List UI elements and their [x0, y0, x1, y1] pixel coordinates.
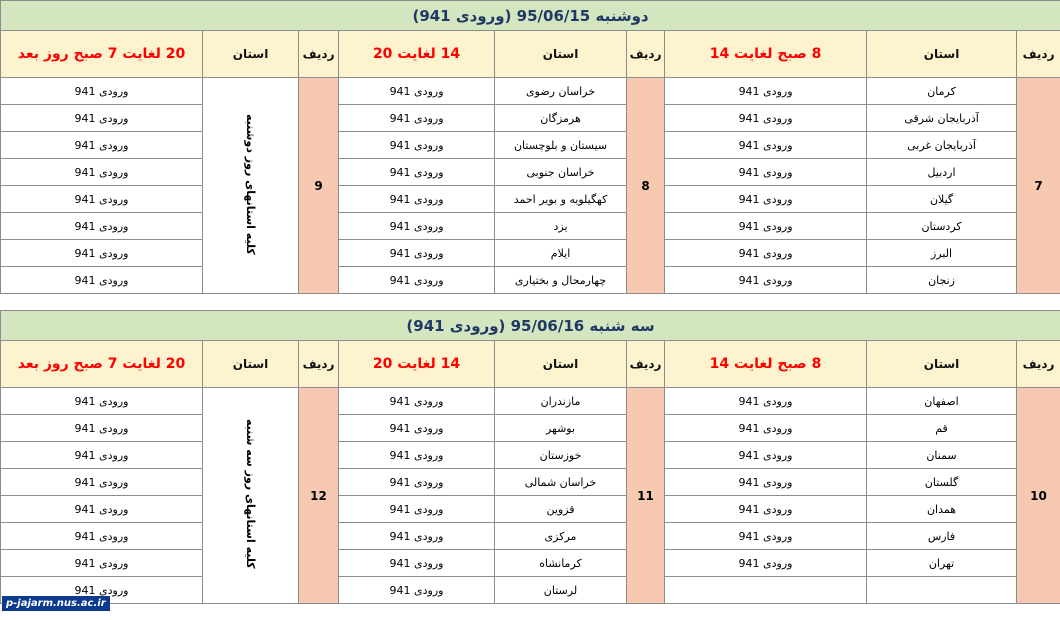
- header-radif: ردیف: [299, 341, 339, 388]
- province-cell: کرمانشاه: [495, 550, 627, 577]
- province-cell: خراسان جنوبی: [495, 159, 627, 186]
- all-provinces-cell: [203, 78, 299, 294]
- entry-cell: ورودی 941: [1, 240, 203, 267]
- entry-cell: ورودی 941: [1, 523, 203, 550]
- header-slot-night: 20 لغایت 7 صبح روز بعد: [1, 341, 203, 388]
- header-radif: ردیف: [1017, 341, 1060, 388]
- entry-cell: ورودی 941: [339, 78, 495, 105]
- entry-cell: ورودی 941: [339, 267, 495, 294]
- table-row: [1, 577, 1060, 604]
- table-row: [1, 105, 1060, 132]
- entry-cell: ورودی 941: [1, 496, 203, 523]
- entry-cell: ورودی 941: [1, 388, 203, 415]
- all-provinces-label: کلیه استانهای روز سه شنبه: [244, 419, 257, 569]
- entry-cell: ورودی 941: [339, 577, 495, 604]
- header-slot-afternoon: 14 لغایت 20: [339, 341, 495, 388]
- entry-cell: ورودی 941: [1, 550, 203, 577]
- header-province: استان: [203, 31, 299, 78]
- entry-cell: ورودی 941: [665, 415, 867, 442]
- table-row: [1, 267, 1060, 294]
- entry-cell: ورودی 941: [665, 186, 867, 213]
- entry-cell: ورودی 941: [1, 442, 203, 469]
- entry-cell: ورودی 941: [339, 186, 495, 213]
- province-cell: خراسان رضوی: [495, 78, 627, 105]
- entry-cell: ورودی 941: [339, 159, 495, 186]
- entry-cell: ورودی 941: [339, 388, 495, 415]
- day-title: [1, 311, 1060, 341]
- entry-cell: ورودی 941: [665, 105, 867, 132]
- province-cell: سمنان: [867, 442, 1017, 469]
- province-cell: قم: [867, 415, 1017, 442]
- radif-number: 8: [627, 78, 665, 294]
- header-slot-morning: 8 صبح لغایت 14: [665, 31, 867, 78]
- header-radif: ردیف: [299, 31, 339, 78]
- province-cell: چهارمحال و بختیاری: [495, 267, 627, 294]
- province-cell: بوشهر: [495, 415, 627, 442]
- entry-cell: ورودی 941: [339, 442, 495, 469]
- entry-cell: ورودی 941: [665, 550, 867, 577]
- entry-cell: ورودی 941: [339, 523, 495, 550]
- entry-cell: ورودی 941: [339, 105, 495, 132]
- table-row: [1, 213, 1060, 240]
- province-cell: همدان: [867, 496, 1017, 523]
- entry-cell: ورودی 941: [665, 240, 867, 267]
- radif-number: 7: [1017, 78, 1060, 294]
- entry-cell: ورودی 941: [339, 240, 495, 267]
- province-cell: خوزستان: [495, 442, 627, 469]
- province-cell: اصفهان: [867, 388, 1017, 415]
- header-radif: ردیف: [627, 341, 665, 388]
- entry-cell: ورودی 941: [665, 496, 867, 523]
- entry-cell: ورودی 941: [665, 213, 867, 240]
- entry-cell: ورودی 941: [339, 469, 495, 496]
- day-schedule-table: [0, 310, 1060, 604]
- radif-number: 12: [299, 388, 339, 604]
- table-row: [1, 496, 1060, 523]
- entry-cell: ورودی 941: [1, 105, 203, 132]
- province-cell: یزد: [495, 213, 627, 240]
- radif-number: 11: [627, 388, 665, 604]
- province-cell: [867, 577, 1017, 604]
- header-province: استان: [203, 341, 299, 388]
- table-row: [1, 78, 1060, 105]
- entry-cell: ورودی 941: [665, 469, 867, 496]
- header-radif: ردیف: [1017, 31, 1060, 78]
- entry-cell: ورودی 941: [1, 159, 203, 186]
- entry-cell: ورودی 941: [665, 78, 867, 105]
- entry-cell: ورودی 941: [339, 213, 495, 240]
- province-cell: سیستان و بلوچستان: [495, 132, 627, 159]
- entry-cell: ورودی 941: [1, 415, 203, 442]
- header-province: استان: [867, 341, 1017, 388]
- entry-cell: ورودی 941: [1, 469, 203, 496]
- table-row: [1, 415, 1060, 442]
- province-cell: کرمان: [867, 78, 1017, 105]
- table-row: [1, 469, 1060, 496]
- day-title-text: سه شنبه 95/06/16 (ورودی 941): [406, 316, 655, 335]
- table-row: [1, 186, 1060, 213]
- province-cell: هرمزگان: [495, 105, 627, 132]
- province-cell: اردبیل: [867, 159, 1017, 186]
- entry-cell: ورودی 941: [665, 267, 867, 294]
- entry-cell: ورودی 941: [339, 415, 495, 442]
- entry-cell: ورودی 941: [339, 496, 495, 523]
- province-cell: فارس: [867, 523, 1017, 550]
- province-cell: زنجان: [867, 267, 1017, 294]
- day-schedule-table: [0, 0, 1060, 294]
- day-title-text: دوشنبه 95/06/15 (ورودی 941): [412, 6, 649, 25]
- province-cell: آذربایجان غربی: [867, 132, 1017, 159]
- entry-cell: ورودی 941: [1, 132, 203, 159]
- province-cell: کهگیلویه و بویر احمد: [495, 186, 627, 213]
- day-title: [1, 1, 1060, 31]
- province-cell: تهران: [867, 550, 1017, 577]
- header-province: استان: [495, 341, 627, 388]
- radif-number: 10: [1017, 388, 1060, 604]
- site-watermark: p-jajarm.nus.ac.ir: [2, 596, 110, 611]
- entry-cell: ورودی 941: [665, 442, 867, 469]
- table-row: [1, 442, 1060, 469]
- province-cell: خراسان شمالی: [495, 469, 627, 496]
- table-row: [1, 388, 1060, 415]
- province-cell: مازندران: [495, 388, 627, 415]
- entry-cell: ورودی 941: [1, 78, 203, 105]
- header-slot-afternoon: 14 لغایت 20: [339, 31, 495, 78]
- table-row: [1, 523, 1060, 550]
- province-cell: ایلام: [495, 240, 627, 267]
- entry-cell: ورودی 941: [1, 577, 203, 604]
- province-cell: گیلان: [867, 186, 1017, 213]
- all-provinces-cell: [203, 388, 299, 604]
- all-provinces-label: کلیه استانهای روز دوشنبه: [244, 113, 258, 255]
- table-row: [1, 550, 1060, 577]
- province-cell: مرکزی: [495, 523, 627, 550]
- radif-number: 9: [299, 78, 339, 294]
- header-radif: ردیف: [627, 31, 665, 78]
- table-row: [1, 240, 1060, 267]
- entry-cell: [665, 577, 867, 604]
- province-cell: البرز: [867, 240, 1017, 267]
- entry-cell: ورودی 941: [339, 132, 495, 159]
- entry-cell: ورودی 941: [1, 186, 203, 213]
- entry-cell: ورودی 941: [665, 523, 867, 550]
- province-cell: لرستان: [495, 577, 627, 604]
- entry-cell: ورودی 941: [665, 388, 867, 415]
- province-cell: کردستان: [867, 213, 1017, 240]
- province-cell: آذربایجان شرقی: [867, 105, 1017, 132]
- header-province: استان: [495, 31, 627, 78]
- province-cell: قزوین: [495, 496, 627, 523]
- header-province: استان: [867, 31, 1017, 78]
- entry-cell: ورودی 941: [665, 132, 867, 159]
- table-row: [1, 159, 1060, 186]
- entry-cell: ورودی 941: [1, 267, 203, 294]
- header-slot-night: 20 لغایت 7 صبح روز بعد: [1, 31, 203, 78]
- entry-cell: ورودی 941: [339, 550, 495, 577]
- entry-cell: ورودی 941: [665, 159, 867, 186]
- table-row: [1, 132, 1060, 159]
- province-cell: گلستان: [867, 469, 1017, 496]
- header-slot-morning: 8 صبح لغایت 14: [665, 341, 867, 388]
- entry-cell: ورودی 941: [1, 213, 203, 240]
